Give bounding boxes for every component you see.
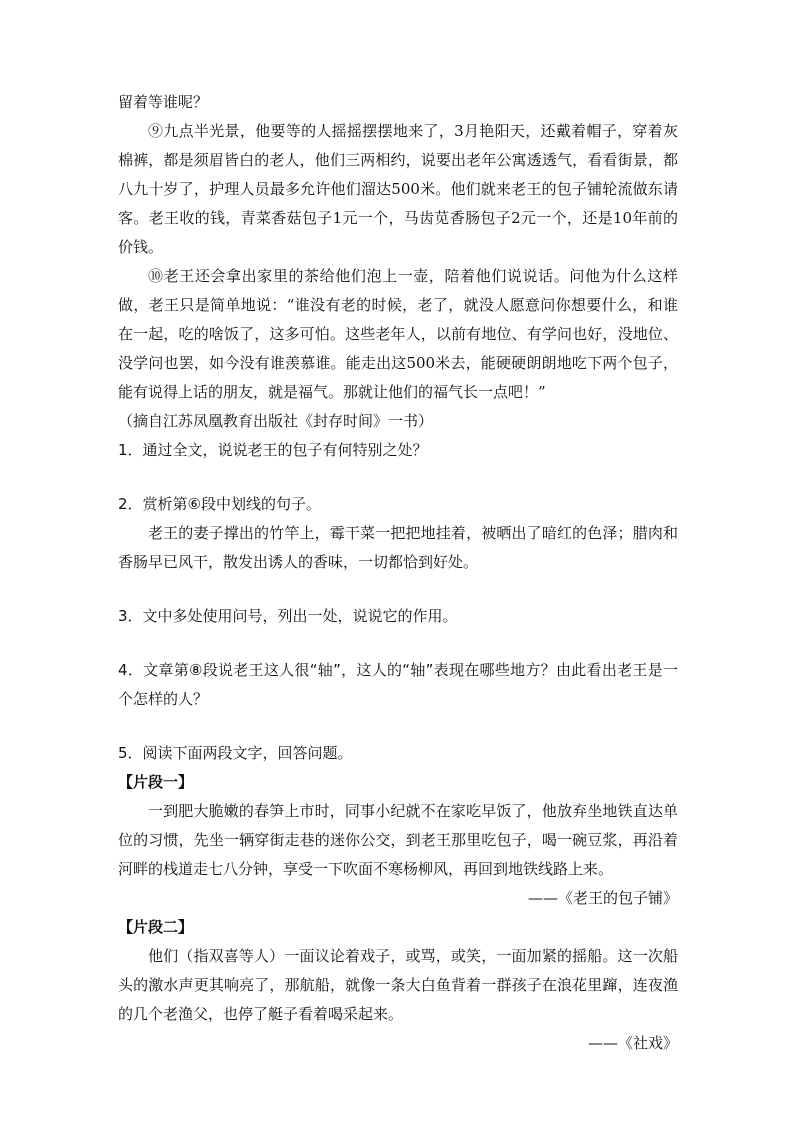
question-3: 3．文中多处使用问号，列出一处，说说它的作用。: [118, 607, 458, 625]
question-4: 4．文章第⑧段说老王这人很“轴”，这人的“轴”表现在哪些地方？由此看出老王是一个怎样的人？: [118, 661, 678, 708]
question-2-quote: 老王的妻子撑出的竹竿上，霉干菜一把把地挂着，被晒出了暗红的色泽；腊肉和香肠早已风干，散发出诱人的香味，一切都恰到好处。: [118, 524, 678, 571]
question-1: 1．通过全文，说说老王的包子有何特别之处？: [118, 441, 428, 459]
fragment-1-text: 一到肥大脆嫩的春笋上市时，同事小纪就不在家吃早饭了，他放弃坐地铁直达单位的习惯，先坐一辆穿街走巷的迷你公交，到老王那里吃包子，喝一碗豆浆，再沿着河畔的栈道走七八分钟，享受一下吹面不寒杨柳风，再回到地铁线路上来。: [118, 802, 678, 878]
question-5: 5．阅读下面两段文字，回答问题。: [118, 744, 353, 762]
passage-source: （摘自江苏凤凰教育出版社《封存时间》一书）: [118, 412, 434, 430]
paragraph-10: ⑩老王还会拿出家里的茶给他们泡上一壶，陪着他们说说话。问他为什么这样做，老王只是简单地说：“谁没有老的时候，老了，就没人愿意问你想要什么，和谁在一起，吃的啥饭了，这多可怕。这些老年人，以前有地位、有学问也好，没地位、没学问也罢，如今没有谁羡慕谁。能走出这500米去，能硬硬朗朗地吃下两个包子，能有说得上话的朋友，就是福气。那就让他们的福气长一点吧！”: [118, 267, 678, 401]
question-2: 2．赏析第⑥段中划线的句子。: [118, 495, 321, 513]
fragment-2-source: ——《社戏》: [587, 1034, 678, 1052]
passage-line-0: 留着等谁呢？: [118, 93, 209, 111]
fragment-1-source: ——《老王的包子铺》: [527, 889, 678, 907]
paragraph-9: ⑨九点半光景，他要等的人摇摇摆摆地来了，3月艳阳天，还戴着帽子，穿着灰棉裤，都是须眉皆白的老人，他们三两相约，说要出老年公寓透透气，看看街景，都八九十岁了，护理人员最多允许他们溜达500米。他们就来老王的包子铺轮流做东请客。老王收的钱，青菜香菇包子1元一个，马齿苋香肠包子2元一个，还是10年前的价钱。: [118, 122, 678, 256]
fragment-2-text: 他们（指双喜等人）一面议论着戏子，或骂，或笑，一面加紧的摇船。这一次船头的激水声更其响亮了，那航船，就像一条大白鱼背着一群孩子在浪花里蹿，连夜渔的几个老渔父，也停了艇子看着喝采起来。: [118, 947, 678, 1023]
document-content: [118, 88, 678, 1058]
fragment-1-title: 【片段一】: [118, 773, 194, 791]
fragment-2-title: 【片段二】: [118, 918, 194, 936]
